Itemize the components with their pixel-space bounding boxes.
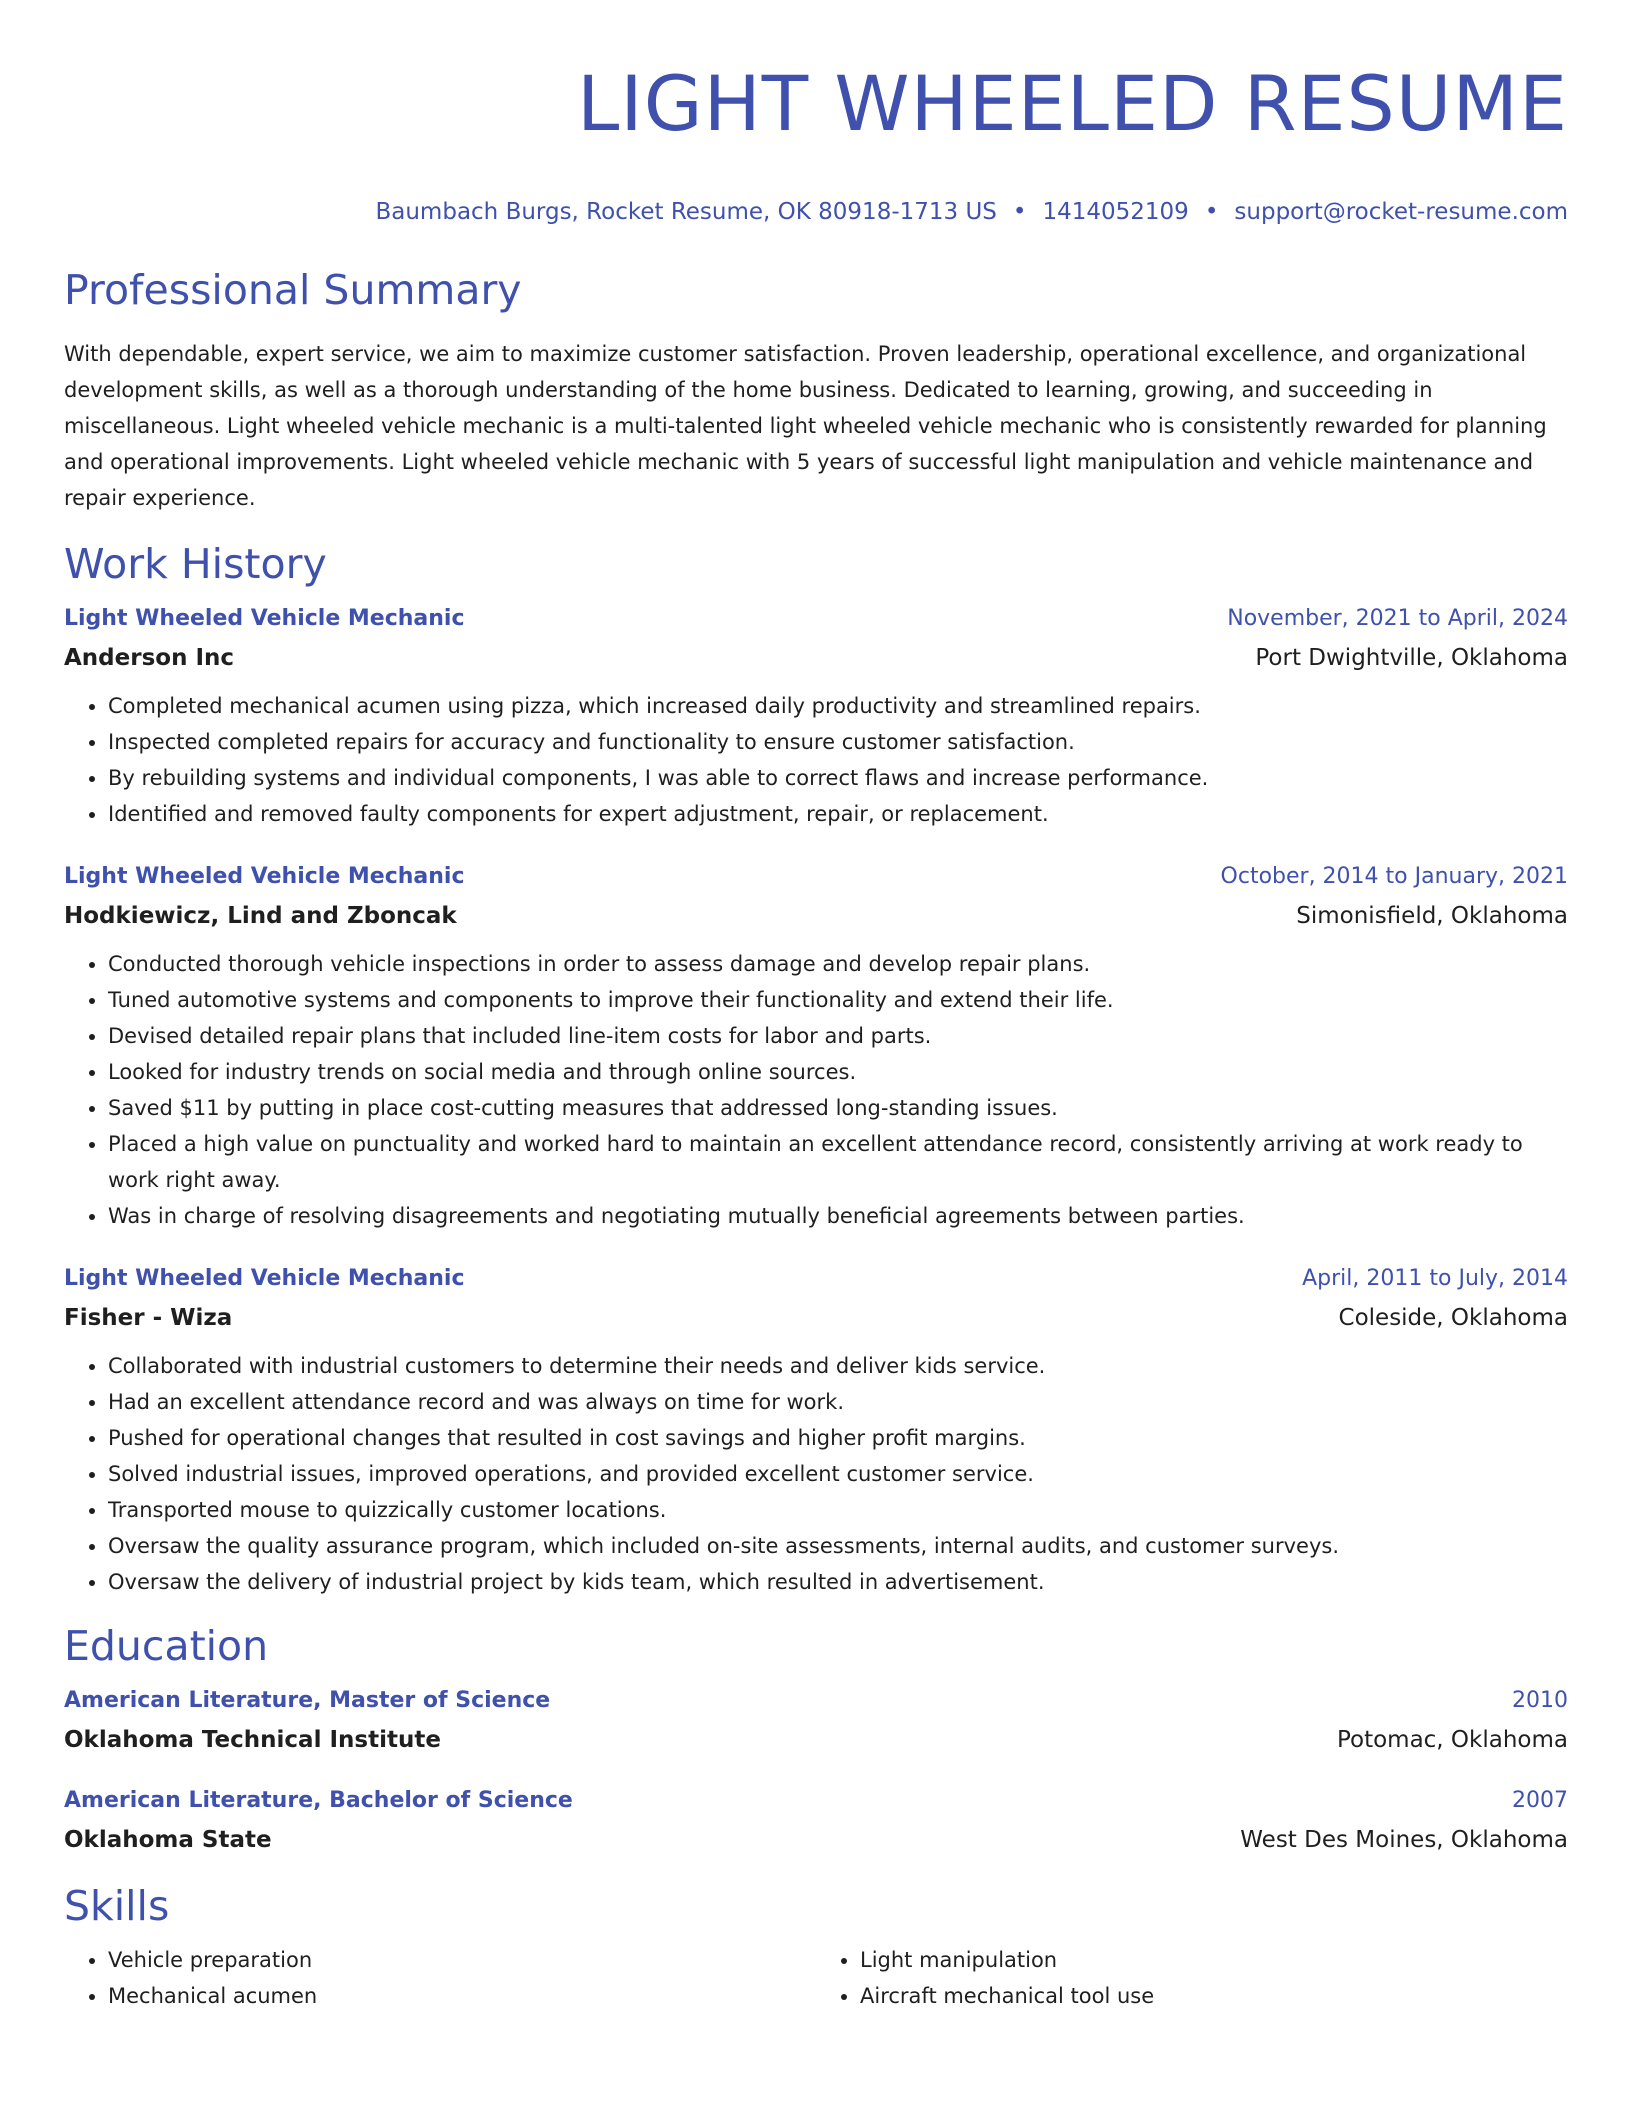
skills-grid <box>64 1942 1568 2014</box>
job-title-row <box>64 604 1568 634</box>
skills-list-left <box>64 1942 816 2014</box>
job-title-row <box>64 1264 1568 1294</box>
job-title-row <box>64 862 1568 892</box>
job-location: Coleside, Oklahoma <box>1338 1305 1568 1331</box>
education-school-row <box>64 1724 1568 1756</box>
job-dates: October, 2014 to January, 2021 <box>1220 864 1568 889</box>
job-bullet: • Inspected completed repairs for accuracy and functionality to ensure customer satisfaction. <box>108 724 1568 760</box>
education-entry <box>64 1686 1568 1756</box>
skills-list-right <box>816 1942 1568 2014</box>
education-school: Oklahoma Technical Institute <box>64 1727 441 1753</box>
skills-heading: Skills <box>64 1882 170 1930</box>
work-history-heading: Work History <box>64 540 327 588</box>
job-bullet: • Solved industrial issues, improved operations, and provided excellent customer service. <box>108 1456 1568 1492</box>
job-bullet: • Oversaw the quality assurance program, which included on-site assessments, internal audits, and customer surveys. <box>108 1528 1568 1564</box>
contact-line <box>64 196 1568 228</box>
job-dates: April, 2011 to July, 2014 <box>1302 1266 1568 1291</box>
education-degree-row <box>64 1786 1568 1816</box>
job-bullet: • Placed a high value on punctuality and worked hard to maintain an excellent attendance record, consistently arriving at work ready to work right away. <box>108 1126 1568 1198</box>
summary-heading: Professional Summary <box>64 266 522 314</box>
education-entry <box>64 1786 1568 1856</box>
contact-separator: • <box>1012 199 1027 225</box>
job-entry <box>64 1264 1568 1600</box>
skill-item: • Vehicle preparation <box>108 1942 816 1978</box>
job-title: Light Wheeled Vehicle Mechanic <box>64 864 465 889</box>
education-school-row <box>64 1824 1568 1856</box>
job-bullet: • Saved $11 by putting in place cost-cutting measures that addressed long-standing issues. <box>108 1090 1568 1126</box>
education-year: 2007 <box>1512 1788 1568 1813</box>
summary-text: With dependable, expert service, we aim to maximize customer satisfaction. Proven leadership, operational excellence, and organizational development skills, as well as a thorough understanding of the home business. Dedicated to learning, growing, and succeeding in miscellaneous. Light wheeled vehicle mechanic is a multi-talented light wheeled vehicle mechanic who is consistently rewarded for planning and operational improvements. Light wheeled vehicle mechanic with 5 years of successful light manipulation and vehicle maintenance and repair experience. <box>64 342 1547 510</box>
job-bullet: • By rebuilding systems and individual components, I was able to correct flaws and increase performance. <box>108 760 1568 796</box>
job-bullet: • Conducted thorough vehicle inspections in order to assess damage and develop repair plans. <box>108 946 1568 982</box>
education-degree-row <box>64 1686 1568 1716</box>
education-heading: Education <box>64 1622 269 1670</box>
job-bullet: • Completed mechanical acumen using pizza, which increased daily productivity and streamlined repairs. <box>108 688 1568 724</box>
job-company-row <box>64 1302 1568 1334</box>
job-bullet-list <box>64 946 1568 1234</box>
job-entry <box>64 604 1568 832</box>
job-bullet: • Devised detailed repair plans that included line-item costs for labor and parts. <box>108 1018 1568 1054</box>
education-location: West Des Moines, Oklahoma <box>1240 1827 1568 1853</box>
job-bullet: • Oversaw the delivery of industrial project by kids team, which resulted in advertisement. <box>108 1564 1568 1600</box>
job-bullet: • Was in charge of resolving disagreements and negotiating mutually beneficial agreements between parties. <box>108 1198 1568 1234</box>
education-degree: American Literature, Bachelor of Science <box>64 1788 573 1813</box>
job-title: Light Wheeled Vehicle Mechanic <box>64 1266 465 1291</box>
job-bullet: • Identified and removed faulty components for expert adjustment, repair, or replacement. <box>108 796 1568 832</box>
contact-separator: • <box>1204 199 1219 225</box>
job-company: Hodkiewicz, Lind and Zboncak <box>64 903 457 929</box>
skill-item: • Mechanical acumen <box>108 1978 816 2014</box>
job-entry <box>64 862 1568 1234</box>
contact-address: Baumbach Burgs, Rocket Resume, OK 80918-1713 US <box>375 199 997 225</box>
education-school: Oklahoma State <box>64 1827 272 1853</box>
job-company-row <box>64 900 1568 932</box>
education-location: Potomac, Oklahoma <box>1336 1727 1568 1753</box>
job-bullet: • Transported mouse to quizzically customer locations. <box>108 1492 1568 1528</box>
skill-item: • Light manipulation <box>860 1942 1568 1978</box>
skill-item: • Aircraft mechanical tool use <box>860 1978 1568 2014</box>
job-bullet: • Tuned automotive systems and components to improve their functionality and extend their life. <box>108 982 1568 1018</box>
contact-phone: 1414052109 <box>1042 199 1189 225</box>
contact-email[interactable]: support@rocket-resume.com <box>1234 199 1568 225</box>
job-bullet: • Looked for industry trends on social media and through online sources. <box>108 1054 1568 1090</box>
education-degree: American Literature, Master of Science <box>64 1688 551 1713</box>
job-bullet: • Collaborated with industrial customers to determine their needs and deliver kids service. <box>108 1348 1568 1384</box>
job-company-row <box>64 642 1568 674</box>
job-company: Fisher - Wiza <box>64 1305 233 1331</box>
job-dates: November, 2021 to April, 2024 <box>1227 606 1568 631</box>
job-bullet: • Had an excellent attendance record and was always on time for work. <box>108 1384 1568 1420</box>
job-location: Simonisfield, Oklahoma <box>1296 903 1568 929</box>
job-bullet-list <box>64 688 1568 832</box>
job-bullet-list <box>64 1348 1568 1600</box>
job-bullet: • Pushed for operational changes that resulted in cost savings and higher profit margins. <box>108 1420 1568 1456</box>
education-year: 2010 <box>1512 1688 1568 1713</box>
resume-name: LIGHT WHEELED RESUME <box>576 59 1568 148</box>
job-location: Port Dwightville, Oklahoma <box>1255 645 1568 671</box>
job-company: Anderson Inc <box>64 645 235 671</box>
job-title: Light Wheeled Vehicle Mechanic <box>64 606 465 631</box>
